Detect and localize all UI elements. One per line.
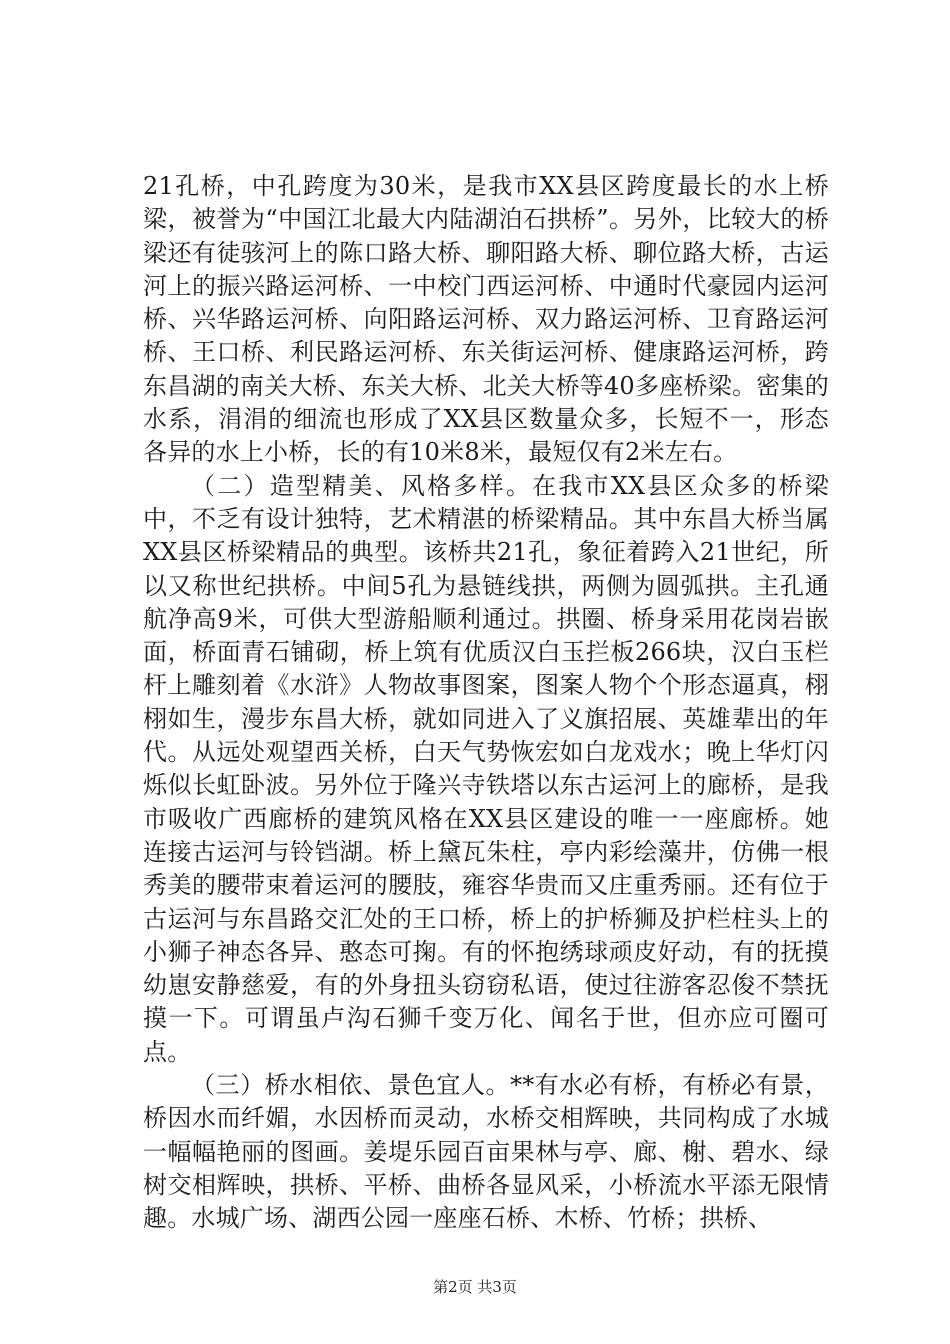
paragraph-bridges-count: 21孔桥，中孔跨度为30米，是我市XX县区跨度最长的水上桥梁，被誉为“中国江北最大内陆湖泊石拱桥”。另外，比较大的桥梁还有徒骇河上的陈口路大桥、聊阳路大桥、聊位路大桥，古运河上的振兴路运河桥、一中校门西运河桥、中通时代豪园内运河桥、兴华路运河桥、向阳路运河桥、双力路运河桥、卫育路运河桥、王口桥、利民路运河桥、东关街运河桥、健康路运河桥，跨东昌湖的南关大桥、东关大桥、北关大桥等40多座桥梁。密集的水系，涓涓的细流也形成了XX县区数量众多，长短不一，形态各异的水上小桥，长的有10米8米，最短仅有2米左右。 — [143, 172, 829, 467]
document-body — [143, 170, 829, 1236]
page-footer: 第2页 共3页 — [433, 1278, 517, 1296]
paragraph-bridge-styles: （二）造型精美、风格多样。在我市XX县区众多的桥梁中，不乏有设计独特，艺术精湛的桥梁精品。其中东昌大桥当属XX县区桥梁精品的典型。该桥共21孔，象征着跨入21世纪，所以又称世纪拱桥。中间5孔为悬链线拱，两侧为圆弧拱。主孔通航净高9米，可供大型游船顺利通过。拱圈、桥身采用花岗岩嵌面，桥面青石铺砌，桥上筑有优质汉白玉拦板266块，汉白玉栏杆上雕刻着《水浒》人物故事图案，图案人物个个形态逼真，栩栩如生，漫步东昌大桥，就如同进入了义旗招展、英雄辈出的年代。从远处观望西关桥，白天气势恢宏如白龙戏水；晚上华灯闪烁似长虹卧波。另外位于隆兴寺铁塔以东古运河上的廊桥，是我市吸收广西廊桥的建筑风格在XX县区建设的唯一一座廊桥。她连接古运河与铃铛湖。桥上黛瓦朱柱，亭内彩绘藻井，仿佛一根秀美的腰带束着运河的腰肢，雍容华贵而又庄重秀丽。还有位于古运河与东昌路交汇处的王口桥，桥上的护桥狮及护栏柱头上的小狮子神态各异、憨态可掬。有的怀抱绣球顽皮好动，有的抚摸幼崽安静慈爱，有的外身扭头窃窃私语，使过往游客忍俊不禁抚摸一下。可谓虽卢沟石狮千变万化、闻名于世，但亦应可圈可点。 — [143, 471, 829, 1066]
paragraph-bridge-scenery: （三）桥水相依、景色宜人。**有水必有桥，有桥必有景，桥因水而纤媚，水因桥而灵动，水桥交相辉映，共同构成了水城一幅幅艳丽的图画。姜堤乐园百亩果林与亭、廊、榭、碧水、绿树交相辉映，拱桥、平桥、曲桥各显风采，小桥流水平添无限情趣。水城广场、湖西公园一座座石桥、木桥、竹桥；拱桥、 — [143, 1071, 829, 1233]
